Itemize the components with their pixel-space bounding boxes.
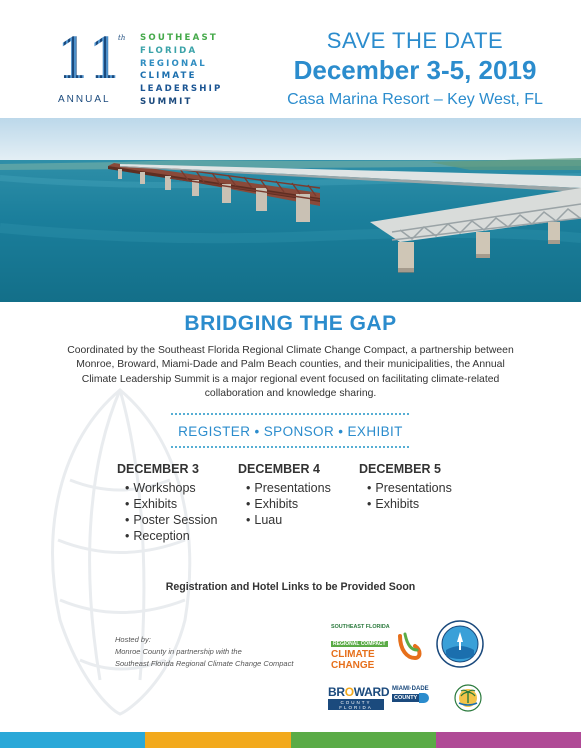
- headline: BRIDGING THE GAP: [184, 312, 397, 335]
- compact-line-1: SOUTHEAST FLORIDA: [331, 624, 390, 630]
- schedule-day-2: [238, 462, 331, 528]
- logo-line: FLORIDA: [140, 45, 198, 56]
- palm-beach-county-seal-icon: [454, 684, 482, 712]
- color-bar-segment: [145, 732, 290, 748]
- day-heading: DECEMBER 3: [117, 462, 199, 476]
- schedule-item: • Exhibits: [367, 496, 452, 512]
- schedule-item: • Presentations: [367, 480, 452, 496]
- summit-logo: [56, 27, 223, 108]
- broward-sub: COUNTY FLORIDA: [328, 699, 384, 710]
- compact-line-2: REGIONAL COMPACT: [333, 641, 386, 647]
- day-heading: DECEMBER 4: [238, 462, 320, 476]
- hosted-label: Hosted by:: [115, 635, 151, 644]
- miami-dade-county-logo: [392, 686, 444, 708]
- logo-line: SOUTHEAST: [140, 33, 218, 43]
- miami-dade-wordmark: MIAMI·DADE: [392, 686, 429, 692]
- register-sponsor-exhibit: REGISTER • SPONSOR • EXHIBIT: [178, 424, 403, 439]
- day-items: [125, 480, 217, 544]
- logo-line: LEADERSHIP: [140, 84, 223, 95]
- save-the-date-title: SAVE THE DATE: [326, 28, 504, 53]
- climate-compact-logo: [331, 624, 427, 671]
- logo-annual: ANNUAL: [58, 94, 111, 105]
- compact-line-4: CHANGE: [331, 660, 375, 671]
- color-bar-segment: [0, 732, 145, 748]
- logo-number: 11: [56, 27, 120, 92]
- schedule-item: • Exhibits: [125, 496, 217, 512]
- broward-county-logo: [328, 685, 390, 710]
- day-items: [367, 480, 452, 512]
- hosted-by: [115, 634, 293, 670]
- save-the-date-block: [250, 28, 580, 112]
- registration-note: Registration and Hotel Links to be Provided Soon: [165, 581, 416, 593]
- schedule-item: • Reception: [125, 528, 217, 544]
- miami-dade-cap: [419, 693, 429, 703]
- color-bar-segment: [291, 732, 436, 748]
- schedule-item: • Luau: [246, 512, 331, 528]
- event-dates: December 3-5, 2019: [293, 55, 537, 85]
- schedule-item: • Exhibits: [246, 496, 331, 512]
- day-heading: DECEMBER 5: [359, 462, 441, 476]
- miami-dade-county-bar: COUNTY: [394, 695, 418, 701]
- dotted-divider-bottom: [170, 446, 411, 448]
- bridge-illustration: [0, 118, 581, 302]
- compact-line-3: CLIMATE: [331, 649, 375, 660]
- event-location: Casa Marina Resort – Key West, FL: [287, 91, 543, 108]
- bottom-color-bar: [0, 732, 581, 748]
- bridge-photo: [0, 118, 581, 302]
- schedule-item: • Presentations: [246, 480, 331, 496]
- logo-line: CLIMATE: [140, 71, 197, 82]
- schedule-item: • Poster Session: [125, 512, 217, 528]
- florida-swirl-icon: [397, 632, 423, 662]
- logo-ordinal: th: [118, 34, 126, 42]
- hosted-line: Monroe County in partnership with the: [115, 647, 242, 656]
- logo-words: [140, 32, 223, 109]
- schedule-item: • Workshops: [125, 480, 217, 496]
- logo-line: SUMMIT: [140, 96, 193, 107]
- monroe-county-seal-icon: [436, 620, 484, 668]
- day-items: [246, 480, 331, 528]
- logo-line: REGIONAL: [140, 58, 207, 69]
- schedule-day-1: [117, 462, 217, 544]
- hosted-line: Southeast Florida Regional Climate Change Compact: [115, 659, 294, 668]
- dotted-divider-top: [170, 413, 411, 415]
- schedule-day-3: [359, 462, 452, 512]
- intro-paragraph: Coordinated by the Southeast Florida Regional Climate Change Compact, a partnership between Monroe, Broward, Miami-Dade and Palm Beach counties, and their municipalities, the Annual Climate Leadership Summit is a major regional event focused on facilitating climate-related collaboration and knowledge sharing.: [67, 345, 514, 400]
- color-bar-segment: [436, 732, 581, 748]
- broward-wordmark: BROWARD: [328, 685, 390, 699]
